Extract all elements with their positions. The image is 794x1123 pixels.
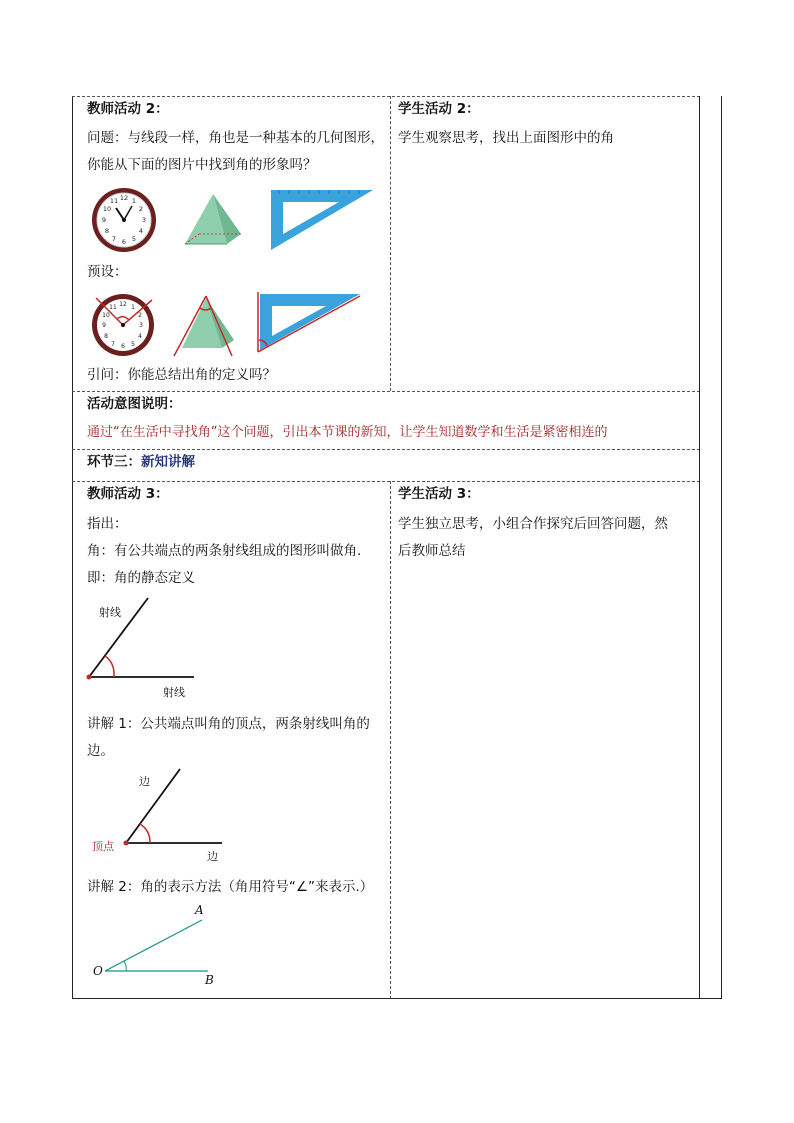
svg-text:12: 12 bbox=[119, 194, 129, 202]
side-label-bottom: 边 bbox=[207, 850, 218, 863]
side-label-top: 边 bbox=[139, 775, 150, 788]
svg-text:8: 8 bbox=[104, 333, 108, 340]
svg-text:7: 7 bbox=[111, 341, 115, 348]
svg-text:6: 6 bbox=[121, 343, 125, 350]
student-activity-3-line-2: 后教师总结 bbox=[398, 543, 466, 559]
student-activity-2-heading: 学生活动 2： bbox=[398, 101, 480, 117]
question-line-2: 你能从下面的图片中找到角的形象吗？ bbox=[87, 157, 317, 173]
svg-text:4: 4 bbox=[138, 333, 142, 340]
angle-vertex-figure bbox=[120, 766, 230, 848]
pyramid-image bbox=[183, 192, 243, 248]
clock-angle-image bbox=[88, 292, 158, 358]
point-o-label: O bbox=[93, 964, 103, 978]
intent-heading: 活动意图说明： bbox=[87, 396, 182, 412]
angle-aob-figure bbox=[100, 910, 210, 976]
row-divider bbox=[72, 481, 700, 482]
svg-text:8: 8 bbox=[104, 227, 110, 235]
section-3-title: 新知讲解 bbox=[141, 454, 195, 470]
angle-definition: 角：有公共端点的两条射线组成的图形叫做角. bbox=[87, 543, 362, 559]
column-divider bbox=[390, 481, 391, 999]
intent-text: 通过“在生活中寻找角”这个问题，引出本节课的新知，让学生知道数学和生活是紧密相连的 bbox=[87, 425, 608, 440]
svg-text:1: 1 bbox=[131, 197, 137, 205]
row-divider-top bbox=[72, 96, 700, 97]
svg-text:5: 5 bbox=[131, 341, 135, 348]
teacher-activity-2-heading: 教师活动 2： bbox=[87, 101, 169, 117]
svg-text:9: 9 bbox=[101, 216, 107, 224]
svg-text:3: 3 bbox=[139, 322, 143, 329]
question-line-1: 问题：与线段一样，角也是一种基本的几何图形， bbox=[87, 130, 384, 146]
student-activity-3-heading: 学生活动 3： bbox=[398, 486, 480, 502]
svg-text:2: 2 bbox=[138, 312, 142, 319]
svg-text:12: 12 bbox=[119, 301, 127, 308]
svg-text:7: 7 bbox=[111, 235, 117, 243]
preset-label: 预设： bbox=[87, 264, 128, 280]
svg-text:3: 3 bbox=[141, 216, 147, 224]
section-3-heading bbox=[87, 452, 195, 472]
triangle-ruler-angle-image bbox=[256, 292, 362, 354]
row-divider bbox=[72, 391, 700, 392]
point-label: 指出： bbox=[87, 516, 128, 532]
explanation-2: 讲解 2：角的表示方法（角用符号“∠”来表示.） bbox=[87, 879, 374, 895]
svg-text:10: 10 bbox=[102, 312, 110, 319]
teacher-activity-3-heading: 教师活动 3： bbox=[87, 486, 169, 502]
ray-label-top: 射线 bbox=[99, 606, 121, 619]
student-activity-3-line-1: 学生独立思考，小组合作探究后回答问题，然 bbox=[398, 516, 668, 532]
section-3-prefix: 环节三： bbox=[87, 454, 141, 470]
svg-text:6: 6 bbox=[121, 238, 127, 246]
student-activity-2-text: 学生观察思考，找出上面图形中的角 bbox=[398, 130, 614, 146]
svg-text:11: 11 bbox=[109, 197, 119, 205]
svg-text:11: 11 bbox=[109, 304, 117, 311]
margin-column-line bbox=[699, 96, 700, 999]
column-divider bbox=[390, 96, 391, 391]
vertex-label: 顶点 bbox=[92, 840, 114, 853]
svg-text:2: 2 bbox=[138, 205, 144, 213]
point-b-label: B bbox=[205, 973, 214, 987]
lead-question: 引问：你能总结出角的定义吗？ bbox=[87, 367, 276, 383]
explanation-1-line-2: 边。 bbox=[87, 743, 114, 759]
static-definition: 即：角的静态定义 bbox=[87, 570, 195, 586]
svg-text:10: 10 bbox=[102, 205, 112, 213]
row-divider bbox=[72, 449, 700, 450]
ray-label-bottom: 射线 bbox=[163, 686, 185, 699]
clock-image bbox=[90, 186, 158, 254]
point-a-label: A bbox=[195, 903, 204, 917]
svg-text:5: 5 bbox=[131, 235, 137, 243]
pyramid-angle-image bbox=[172, 294, 240, 358]
svg-text:4: 4 bbox=[138, 227, 144, 235]
svg-text:9: 9 bbox=[102, 322, 106, 329]
triangle-ruler-image bbox=[269, 188, 375, 252]
explanation-1-line-1: 讲解 1：公共端点叫角的顶点，两条射线叫角的 bbox=[87, 716, 370, 732]
svg-text:1: 1 bbox=[131, 304, 135, 311]
